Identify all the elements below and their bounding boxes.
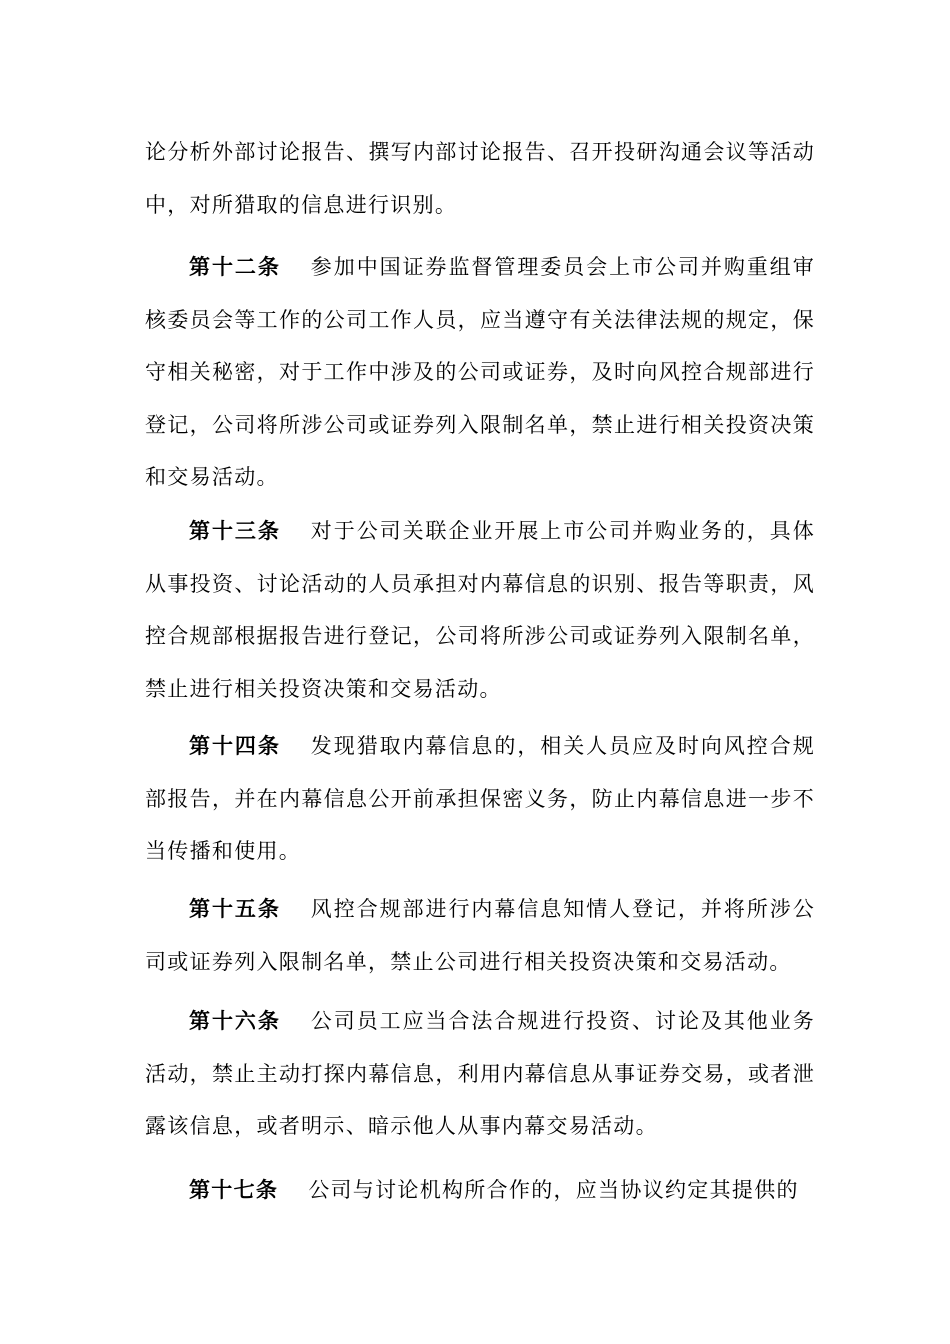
article-17 (145, 1164, 815, 1217)
article-text: 发现猎取内幕信息的，相关人员应及时向风控合规部报告，并在内幕信息公开前承担保密义务，防止内幕信息进一步不当传播和使用。 (145, 734, 815, 863)
article-number: 第十五条 (189, 897, 281, 921)
article-number: 第十六条 (189, 1009, 281, 1033)
article-text: 对于公司关联企业开展上市公司并购业务的，具体从事投资、讨论活动的人员承担对内幕信息的识别、报告等职责，风控合规部根据报告进行登记，公司将所涉公司或证券列入限制名单，禁止进行相关投资决策和交易活动。 (145, 519, 815, 701)
article-text: 参加中国证券监督管理委员会上市公司并购重组审核委员会等工作的公司工作人员，应当遵守有关法律法规的规定，保守相关秘密，对于工作中涉及的公司或证券，及时向风控合规部进行登记，公司将所涉公司或证券列入限制名单，禁止进行相关投资决策和交易活动。 (145, 255, 815, 489)
paragraph-continuation (145, 126, 815, 231)
article-12 (145, 241, 815, 504)
article-number: 第十四条 (189, 734, 281, 758)
article-14 (145, 720, 815, 878)
article-number: 第十三条 (189, 519, 281, 543)
article-text: 公司与讨论机构所合作的，应当协议约定其提供的 (308, 1178, 799, 1202)
article-text: 风控合规部进行内幕信息知情人登记，并将所涉公司或证券列入限制名单，禁止公司进行相关投资决策和交易活动。 (145, 897, 815, 974)
article-15 (145, 883, 815, 988)
paragraph-text: 论分析外部讨论报告、撰写内部讨论报告、召开投研沟通会议等活动中，对所猎取的信息进行识别。 (145, 140, 815, 217)
article-number: 第十二条 (189, 255, 281, 279)
article-16 (145, 995, 815, 1153)
article-13 (145, 505, 815, 715)
article-text: 公司员工应当合法合规进行投资、讨论及其他业务活动，禁止主动打探内幕信息，利用内幕信息从事证券交易，或者泄露该信息，或者明示、暗示他人从事内幕交易活动。 (145, 1009, 815, 1138)
article-number: 第十七条 (189, 1178, 279, 1202)
